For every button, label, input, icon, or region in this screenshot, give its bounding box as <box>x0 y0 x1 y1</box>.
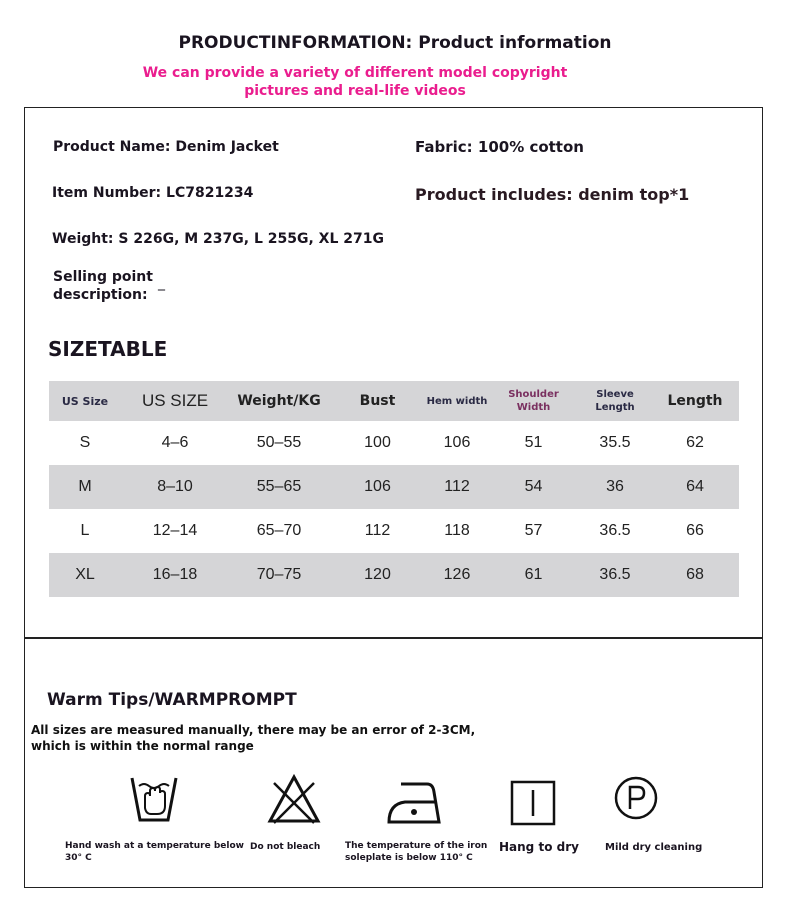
cell-sleeve: 36.5 <box>599 522 631 539</box>
dry-clean-label: Mild dry cleaning <box>605 842 703 853</box>
page-title: PRODUCTINFORMATION: Product information <box>178 33 612 53</box>
hand-wash-label-1: Hand wash at a temperature below <box>65 841 244 851</box>
cell-shoulder: 51 <box>524 434 543 451</box>
cell-length: 62 <box>686 434 704 451</box>
warm-tips-line-2: which is within the normal range <box>31 739 254 753</box>
hand-wash-label-2: 30° C <box>65 853 92 863</box>
cell-hem: 106 <box>443 434 471 451</box>
subtitle-line-2: pictures and real-life videos <box>244 83 466 99</box>
cell-us-size-caps: 16–18 <box>152 566 198 583</box>
item-number: Item Number: LC7821234 <box>52 185 254 201</box>
cell-hem: 118 <box>444 522 470 539</box>
warm-tips-title: Warm Tips/WARMPROMPT <box>47 690 297 710</box>
no-bleach-label: Do not bleach <box>250 842 321 852</box>
cell-hem: 112 <box>444 478 470 495</box>
cell-us-size: S <box>79 434 91 451</box>
hang-dry-icon <box>510 780 556 826</box>
selling-point-label-1: Selling point <box>53 269 153 285</box>
cell-shoulder: 54 <box>524 478 543 495</box>
cell-us-size: L <box>80 522 90 539</box>
cell-length: 66 <box>686 522 704 539</box>
no-bleach-icon <box>266 773 322 825</box>
selling-point <box>53 268 153 304</box>
selling-point-value: _ <box>158 275 165 291</box>
dry-clean-icon <box>613 775 659 821</box>
hang-dry-label: Hang to dry <box>499 840 579 854</box>
cell-us-size-caps: 4–6 <box>161 434 189 451</box>
size-table-header <box>49 381 739 421</box>
cell-sleeve: 36.5 <box>599 566 631 583</box>
cell-bust: 100 <box>364 434 391 451</box>
iron-icon <box>387 780 443 826</box>
header-weight: Weight/KG <box>237 393 321 409</box>
header-sleeve-line-2: Length <box>595 402 635 413</box>
hand-wash-label <box>65 840 244 864</box>
cell-weight: 55–65 <box>256 478 302 495</box>
header-us-size-caps: US SIZE <box>141 391 209 410</box>
cell-weight: 50–55 <box>256 434 302 451</box>
cell-sleeve: 35.5 <box>599 434 631 451</box>
iron-label <box>345 840 487 864</box>
table-row <box>49 465 739 509</box>
table-row <box>49 509 739 553</box>
cell-shoulder: 57 <box>524 522 543 539</box>
cell-length: 64 <box>686 478 704 495</box>
weight-info: Weight: S 226G, M 237G, L 255G, XL 271G <box>52 231 384 247</box>
header-sleeve-length <box>579 381 651 421</box>
header-us-size: US Size <box>61 394 109 408</box>
selling-point-label-2: description: <box>53 287 148 303</box>
cell-bust: 112 <box>364 522 391 539</box>
page-subtitle <box>140 64 570 100</box>
header-sleeve-line-1: Sleeve <box>596 389 634 400</box>
header-shoulder-width <box>488 381 579 421</box>
cell-weight: 65–70 <box>256 522 302 539</box>
cell-weight: 70–75 <box>256 566 302 583</box>
size-table <box>49 381 739 597</box>
header-shoulder-line-1: Shoulder <box>508 389 559 400</box>
cell-hem: 126 <box>443 566 471 583</box>
cell-sleeve: 36 <box>606 478 624 495</box>
cell-bust: 120 <box>364 566 391 583</box>
table-row <box>49 553 739 597</box>
fabric: Fabric: 100% cotton <box>415 138 584 156</box>
header-hem-width: Hem width <box>426 395 488 407</box>
warm-tips-line-1: All sizes are measured manually, there may be an error of 2-3CM, <box>31 723 476 737</box>
cell-us-size: XL <box>75 566 95 583</box>
product-includes: Product includes: denim top*1 <box>415 185 690 204</box>
header-shoulder-line-2: Width <box>516 402 551 413</box>
size-table-title: SIZETABLE <box>48 337 168 361</box>
warm-tips-text <box>31 722 475 754</box>
cell-shoulder: 61 <box>524 566 543 583</box>
cell-us-size-caps: 8–10 <box>157 478 193 495</box>
header-bust: Bust <box>359 393 396 409</box>
cell-bust: 106 <box>364 478 391 495</box>
cell-length: 68 <box>686 566 704 583</box>
header-length: Length <box>667 393 723 409</box>
iron-label-2: soleplate is below 110° C <box>345 853 473 863</box>
iron-label-1: The temperature of the iron <box>345 841 488 851</box>
table-row <box>49 421 739 465</box>
cell-us-size: M <box>78 478 92 495</box>
product-name: Product Name: Denim Jacket <box>53 139 279 155</box>
subtitle-line-1: We can provide a variety of different model copyright <box>142 65 568 81</box>
cell-us-size-caps: 12–14 <box>152 522 198 539</box>
hand-wash-icon <box>130 776 178 824</box>
